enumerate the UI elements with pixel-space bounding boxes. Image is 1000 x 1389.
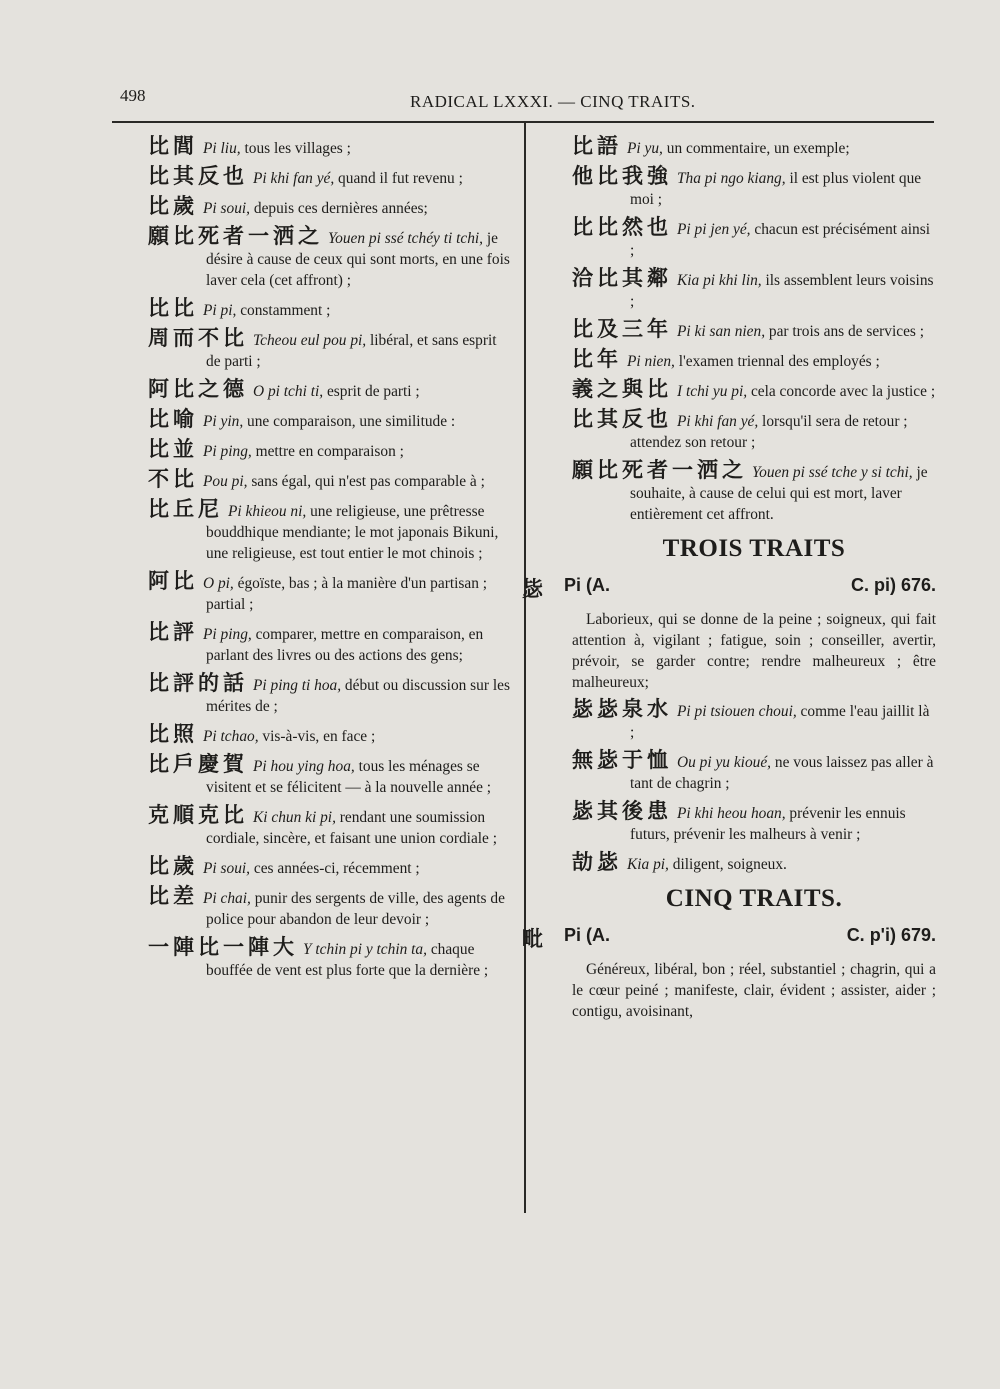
- chinese-term: 比其反也: [148, 164, 248, 188]
- dictionary-entry: [572, 801, 936, 845]
- definition: rendant une soumission cordiale, sincère, et faisant une union cordiale ;: [206, 809, 498, 847]
- romanization: Tha pi ngo kiang,: [677, 170, 786, 187]
- chinese-term: 洽比其鄰: [572, 266, 672, 290]
- section-title-trois-traits: TROIS TRAITS: [662, 535, 846, 562]
- chinese-term: 願比死者一洒之: [148, 224, 323, 248]
- character-definition: Laborieux, qui se donne de la peine ; soigneux, qui fait attention à, vigilant ; fatigue, soin ; conseiller, avertir, prévoir, se garder contre; rendre malheureux ; être malheureux;: [572, 611, 936, 691]
- definition: comparer, mettre en comparaison, en parlant des livres ou des actions des gens;: [206, 626, 484, 664]
- chinese-term: 比歲: [148, 854, 198, 878]
- head-character: 毖: [522, 577, 543, 601]
- dictionary-entry: [572, 349, 936, 372]
- romanization: Ou pi yu kioué,: [677, 754, 772, 771]
- definition: prévenir les ennuis futurs, prévenir les malheurs à venir ;: [630, 805, 906, 843]
- chinese-term: 比語: [572, 134, 622, 158]
- chinese-term: 周而不比: [148, 326, 248, 350]
- definition: comme l'eau jaillit là ;: [630, 703, 930, 741]
- dictionary-entry: [148, 469, 510, 492]
- romanization: Kia pi,: [627, 856, 669, 873]
- romanization: Pou pi,: [203, 473, 248, 490]
- dictionary-entry: [148, 328, 510, 372]
- chinese-term: 比差: [148, 884, 198, 908]
- romanization: Youen pi ssé tchéy ti tchi,: [328, 230, 484, 247]
- romanization: Pi hou ying hoa,: [253, 758, 355, 775]
- page-number: 498: [120, 86, 146, 105]
- dictionary-entry: [148, 196, 510, 219]
- definition: par trois ans de services ;: [765, 323, 925, 340]
- romanization: Pi liu,: [203, 140, 241, 157]
- dictionary-entry: [148, 226, 510, 291]
- character-definition: Généreux, libéral, bon ; réel, substantiel ; chagrin, qui a le cœur peiné ; manifeste, clair, évident ; assister, aider ; contigu, avoisinant,: [572, 961, 936, 1020]
- dictionary-entry: [148, 439, 510, 462]
- definition: depuis ces dernières années;: [250, 200, 428, 217]
- dictionary-entry: [148, 673, 510, 717]
- dictionary-entry: [572, 136, 936, 159]
- definition: tous les villages ;: [240, 140, 351, 157]
- romanization: Pi soui,: [203, 860, 251, 877]
- romanization: Pi ki san nien,: [677, 323, 766, 340]
- dictionary-entry: [572, 699, 936, 743]
- romanization: Pi khi heou hoan,: [677, 805, 786, 822]
- dictionary-entry: [572, 409, 936, 453]
- left-column: [148, 136, 510, 988]
- chinese-term: 他比我強: [572, 164, 672, 188]
- dictionary-entry: [572, 460, 936, 525]
- definition: il est plus violent que moi ;: [630, 170, 922, 208]
- pronunciation-c-number: C. pi) 676.: [850, 575, 936, 595]
- dictionary-entry: [148, 379, 510, 402]
- dictionary-entry: [148, 571, 510, 615]
- chinese-term: 劼毖: [572, 850, 622, 874]
- chinese-term: 比年: [572, 347, 622, 371]
- definition: constamment ;: [236, 302, 331, 319]
- chinese-term: 比歲: [148, 194, 198, 218]
- dictionary-entry: [572, 268, 936, 312]
- chinese-term: 比比然也: [572, 215, 672, 239]
- chinese-term: 比戶慶賀: [148, 752, 248, 776]
- definition: un commentaire, un exemple;: [662, 140, 850, 157]
- definition: lorsqu'il sera de retour ; attendez son retour ;: [630, 413, 908, 451]
- chinese-term: 比比: [148, 296, 198, 320]
- romanization: Pi pi,: [203, 302, 237, 319]
- dictionary-entry: [148, 136, 510, 159]
- chinese-term: 阿比之德: [148, 377, 248, 401]
- definition: quand il fut revenu ;: [334, 170, 463, 187]
- romanization: Pi pi jen yé,: [677, 221, 751, 238]
- definition: l'examen triennal des employés ;: [674, 353, 880, 370]
- dictionary-entry: [572, 217, 936, 261]
- definition: je désire à cause de ceux qui sont morts, en une fois laver cela (cet affront) ;: [206, 230, 510, 289]
- chinese-term: 比閭: [148, 134, 198, 158]
- chinese-term: 比評: [148, 620, 198, 644]
- romanization: Pi yu,: [627, 140, 663, 157]
- romanization: Ki chun ki pi,: [253, 809, 336, 826]
- romanization: Pi khi fan yé,: [253, 170, 335, 187]
- definition: libéral, et sans esprit de parti ;: [206, 332, 497, 370]
- section-title-cinq-traits: CINQ TRAITS.: [665, 885, 843, 912]
- definition: ils assemblent leurs voisins ;: [630, 272, 934, 310]
- dictionary-entry: [572, 166, 936, 210]
- romanization: Kia pi khi lin,: [677, 272, 762, 289]
- chinese-term: 比喻: [148, 407, 198, 431]
- definition: cela concorde avec la justice ;: [747, 383, 936, 400]
- column-divider: [524, 123, 526, 1213]
- definition: égoïste, bas ; à la manière d'un partisan ; partial ;: [206, 575, 488, 613]
- romanization: Pi ping,: [203, 626, 252, 643]
- romanization: Pi soui,: [203, 200, 251, 217]
- definition: ces années-ci, récemment ;: [250, 860, 420, 877]
- dictionary-entry: [148, 298, 510, 321]
- definition: ne vous laissez pas aller à tant de chagrin ;: [630, 754, 934, 792]
- romanization: Pi ping,: [203, 443, 252, 460]
- definition: début ou discussion sur les mérites de ;: [206, 677, 510, 715]
- chinese-term: 比其反也: [572, 407, 672, 431]
- chinese-term: 毖毖泉水: [572, 697, 672, 721]
- romanization: O pi tchi ti,: [253, 383, 324, 400]
- dictionary-entry: [148, 724, 510, 747]
- dictionary-entry: [148, 166, 510, 189]
- character-heading: [522, 573, 936, 601]
- dictionary-entry: [148, 805, 510, 849]
- definition: mettre en comparaison ;: [251, 443, 404, 460]
- character-heading: [522, 923, 936, 951]
- definition: une comparaison, une similitude :: [243, 413, 456, 430]
- dictionary-entry: [148, 886, 510, 930]
- running-title: RADICAL LXXXI. — CINQ TRAITS.: [410, 92, 696, 111]
- definition: esprit de parti ;: [323, 383, 420, 400]
- dictionary-entry: [148, 499, 510, 564]
- chinese-term: 毖其後患: [572, 799, 672, 823]
- romanization: Youen pi ssé tche y si tchi,: [752, 464, 913, 481]
- dictionary-entry: [148, 937, 510, 981]
- definition: sans égal, qui n'est pas comparable à ;: [247, 473, 485, 490]
- romanization: O pi,: [203, 575, 234, 592]
- chinese-term: 比及三年: [572, 317, 672, 341]
- right-column: [522, 134, 936, 1028]
- chinese-term: 比並: [148, 437, 198, 461]
- romanization: Y tchin pi y tchin ta,: [303, 941, 427, 958]
- definition: je souhaite, à cause de celui qui est mort, laver entièrement cet affront.: [630, 464, 928, 523]
- romanization: Pi tchao,: [203, 728, 259, 745]
- romanization: I tchi yu pi,: [677, 383, 748, 400]
- romanization: Pi nien,: [627, 353, 675, 370]
- chinese-term: 不比: [148, 467, 198, 491]
- romanization: Pi khi fan yé,: [677, 413, 759, 430]
- dictionary-entry: [148, 754, 510, 798]
- dictionary-entry: [572, 750, 936, 794]
- dictionary-entry: [148, 409, 510, 432]
- dictionary-entry: [572, 852, 936, 875]
- dictionary-entry: [572, 319, 936, 342]
- romanization: Pi yin,: [203, 413, 244, 430]
- pronunciation-a: Pi (A.: [564, 925, 611, 945]
- definition: vis-à-vis, en face ;: [258, 728, 376, 745]
- head-character: 毗: [522, 927, 543, 951]
- romanization: Pi pi tsiouen choui,: [677, 703, 797, 720]
- chinese-term: 一陣比一陣大: [148, 935, 298, 959]
- chinese-term: 願比死者一洒之: [572, 458, 747, 482]
- chinese-term: 克順克比: [148, 803, 248, 827]
- dictionary-entry: [572, 379, 936, 402]
- chinese-term: 比評的話: [148, 671, 248, 695]
- definition: diligent, soigneux.: [668, 856, 787, 873]
- definition: une religieuse, une prêtresse bouddhique mendiante; le mot japonais Bikuni, une religieuse, est tout entier le mot chinois ;: [206, 503, 499, 562]
- chinese-term: 阿比: [148, 569, 198, 593]
- chinese-term: 比照: [148, 722, 198, 746]
- pronunciation-a: Pi (A.: [564, 575, 611, 595]
- chinese-term: 無毖于恤: [572, 748, 672, 772]
- definition: tous les ménages se visitent et se félicitent — à la nouvelle année ;: [206, 758, 492, 796]
- chinese-term: 義之與比: [572, 377, 672, 401]
- romanization: Tcheou eul pou pi,: [253, 332, 367, 349]
- romanization: Pi ping ti hoa,: [253, 677, 342, 694]
- definition: chacun est précisément ainsi ;: [630, 221, 931, 259]
- definition: punir des sergents de ville, des agents de police pour abandon de leur devoir ;: [206, 890, 505, 928]
- romanization: Pi khieou ni,: [228, 503, 307, 520]
- chinese-term: 比丘尼: [148, 497, 223, 521]
- dictionary-entry: [148, 856, 510, 879]
- pronunciation-c-number: C. p'i) 679.: [846, 925, 936, 945]
- romanization: Pi chai,: [203, 890, 251, 907]
- header-rule: [112, 121, 934, 123]
- definition: chaque bouffée de vent est plus forte que la dernière ;: [206, 941, 489, 979]
- dictionary-entry: [148, 622, 510, 666]
